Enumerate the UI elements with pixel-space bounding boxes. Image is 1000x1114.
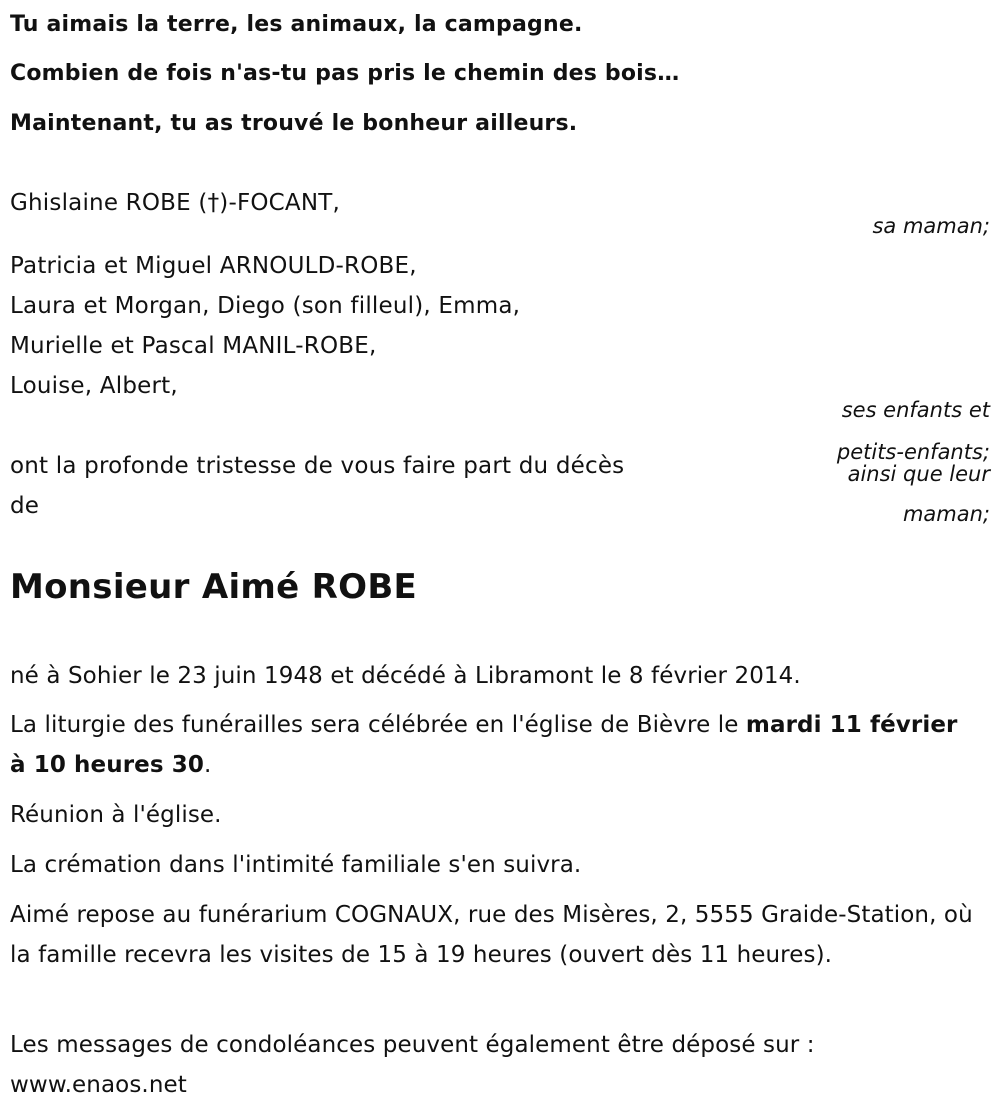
children-line-2: Laura et Morgan, Diego (son filleul), Emma,: [10, 293, 521, 319]
children-line-3: Murielle et Pascal MANIL-ROBE,: [10, 333, 377, 359]
birth-death: né à Sohier le 23 juin 1948 et décédé à Libramont le 8 février 2014.: [10, 663, 801, 689]
poem-line-3: Maintenant, tu as trouvé le bonheur ailleurs.: [10, 111, 578, 136]
poem-line-2: Combien de fois n'as-tu pas pris le chemin des bois…: [10, 61, 680, 86]
children-role-3: ainsi que leur: [847, 462, 990, 486]
funeral-home: Aimé repose au funérarium COGNAUX, rue des Misères, 2, 5555 Graide-Station, où la famille recevra les visites de 15 à 19 heures (ouvert dès 11 heures).: [10, 902, 973, 968]
children-line-4: Louise, Albert,: [10, 373, 178, 399]
children-role-4: maman;: [902, 502, 990, 526]
deceased-name: Monsieur Aimé ROBE: [10, 567, 418, 607]
meeting-note: Réunion à l'église.: [10, 802, 222, 828]
cremation-note: La crémation dans l'intimité familiale s'en suivra.: [10, 852, 582, 878]
children-line-1: Patricia et Miguel ARNOULD-ROBE,: [10, 253, 417, 279]
children-role-1: ses enfants et: [841, 398, 990, 422]
announcement-line-2: de: [10, 493, 40, 519]
mother-role: sa maman;: [872, 214, 990, 238]
announcement-line-1: ont la profonde tristesse de vous faire part du décès: [10, 453, 625, 479]
children-role-2: petits-enfants;: [836, 440, 990, 464]
condolences: Les messages de condoléances peuvent également être déposé sur : www.enaos.net: [10, 1032, 815, 1098]
mother-name: Ghislaine ROBE (†)-FOCANT,: [10, 190, 341, 216]
liturgy-prefix: La liturgie des funérailles sera célébrée en l'église de Bièvre le: [10, 712, 746, 738]
liturgy-paragraph: [10, 705, 978, 785]
liturgy-suffix: .: [203, 752, 212, 778]
liturgy-date: mardi 11 février à 10 heures 30: [10, 712, 958, 778]
poem-line-1: Tu aimais la terre, les animaux, la campagne.: [10, 12, 583, 37]
